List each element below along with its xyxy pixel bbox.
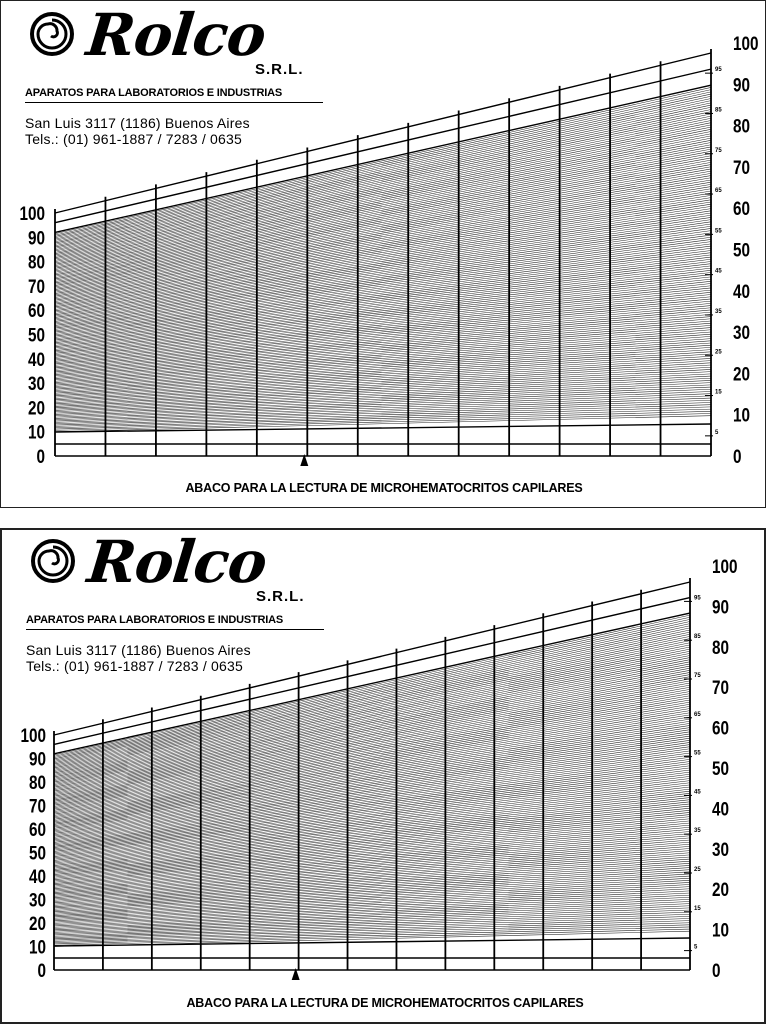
- right-minor-label: 75: [694, 673, 701, 679]
- left-scale-label: 40: [29, 867, 46, 888]
- left-scale-label: 60: [29, 820, 46, 841]
- right-minor-label: 35: [694, 828, 701, 835]
- right-scale-label: 10: [712, 920, 729, 942]
- right-scale-label: 20: [733, 364, 750, 386]
- left-scale-label: 60: [28, 301, 45, 323]
- abaco-card-top: [0, 0, 766, 508]
- abaco-card-bottom: [0, 528, 766, 1024]
- chart-caption: ABACO PARA LA LECTURA DE MICROHEMATOCRITOS CAPILARES: [185, 481, 583, 495]
- left-scale-label: 10: [28, 422, 45, 444]
- hatch-line: [54, 742, 690, 832]
- right-minor-label: 55: [694, 750, 701, 757]
- right-minor-label: 85: [694, 634, 701, 641]
- hatch-line: [54, 865, 690, 906]
- right-scale-label: 50: [733, 240, 750, 262]
- right-scale-label: 60: [733, 199, 750, 221]
- left-scale-label: 0: [36, 447, 45, 468]
- right-scale-label: 100: [712, 557, 738, 578]
- hatch-line: [55, 244, 711, 328]
- phones: Tels.: (01) 961-1887 / 7283 / 0635: [25, 131, 242, 147]
- brand-suffix: S.R.L.: [256, 588, 305, 605]
- left-scale-label: 0: [37, 961, 46, 982]
- hatch-line: [54, 793, 690, 863]
- hatch-line: [55, 295, 711, 359]
- hatch-line: [54, 692, 690, 802]
- hatch-line: [54, 641, 690, 771]
- right-scale-label: 80: [712, 637, 729, 659]
- right-scale-label: 60: [712, 718, 729, 740]
- right-minor-label: 95: [715, 67, 722, 74]
- hatch-line: [55, 369, 711, 403]
- right-minor-label: 45: [694, 789, 701, 796]
- right-scale-label: 0: [733, 447, 742, 468]
- hatch-line: [55, 400, 711, 422]
- base-line: [54, 938, 690, 946]
- hatch-line: [55, 275, 711, 347]
- left-scale-label: 30: [28, 374, 45, 396]
- hatch-line: [55, 376, 711, 408]
- right-scale-label: 40: [712, 799, 729, 821]
- left-scale-label: 90: [28, 228, 45, 250]
- left-scale-label: 20: [28, 398, 45, 420]
- right-scale-label: 50: [712, 759, 729, 780]
- right-scale-label: 70: [712, 678, 729, 700]
- right-scale-label: 30: [733, 323, 750, 345]
- hatch-line: [54, 670, 690, 788]
- right-minor-label: 45: [715, 268, 722, 275]
- right-scale-label: 0: [712, 961, 721, 982]
- hatch-line: [55, 411, 711, 429]
- right-scale-label: 70: [733, 157, 750, 179]
- left-scale-label: 70: [28, 276, 45, 298]
- hatch-line: [54, 764, 690, 845]
- hatch-line: [55, 332, 711, 381]
- left-scale-label: 100: [19, 204, 45, 225]
- left-scale-label: 20: [29, 914, 46, 935]
- abaco-chart: [2, 530, 768, 1026]
- hatch-line: [54, 647, 690, 774]
- left-scale-label: 70: [29, 796, 46, 818]
- hatch-line: [55, 281, 711, 350]
- left-scale-label: 50: [28, 325, 45, 347]
- hatch-line: [54, 643, 690, 772]
- address: San Luis 3117 (1186) Buenos Aires: [25, 115, 250, 131]
- right-minor-label: 75: [715, 147, 722, 154]
- brand-name: Rolco: [84, 528, 270, 596]
- hatch-line: [54, 902, 690, 929]
- left-scale-label: 40: [28, 349, 45, 371]
- right-minor-label: 5: [715, 429, 719, 436]
- brand-suffix: S.R.L.: [255, 61, 304, 78]
- address: San Luis 3117 (1186) Buenos Aires: [26, 642, 251, 658]
- hatch-line: [55, 169, 711, 283]
- right-minor-label: 95: [694, 595, 701, 602]
- hatch-line: [54, 634, 690, 766]
- left-scale-label: 10: [29, 937, 46, 959]
- hatch-line: [54, 655, 690, 779]
- hatch-line: [54, 658, 690, 781]
- hatch-line: [54, 664, 690, 785]
- hatch-line: [54, 679, 690, 794]
- right-minor-label: 85: [715, 107, 722, 114]
- hatch-line: [55, 167, 711, 282]
- tagline: APARATOS PARA LABORATORIOS E INDUSTRIAS: [25, 87, 323, 103]
- hatch-line: [55, 109, 711, 247]
- hatch-line: [54, 728, 690, 824]
- right-scale-label: 80: [733, 116, 750, 138]
- hatch-line: [55, 118, 711, 252]
- right-minor-label: 25: [694, 867, 701, 873]
- hatch-line: [55, 156, 711, 275]
- right-minor-label: 65: [694, 711, 701, 718]
- right-minor-label: 5: [694, 944, 698, 951]
- abaco-chart: [1, 1, 767, 509]
- tagline: APARATOS PARA LABORATORIOS E INDUSTRIAS: [26, 614, 324, 630]
- hatch-line: [54, 815, 690, 876]
- hatch-line: [55, 347, 711, 390]
- hatch-line: [55, 301, 711, 362]
- hatch-line: [55, 90, 711, 235]
- hatch-line: [55, 147, 711, 270]
- right-scale-label: 10: [733, 405, 750, 427]
- right-scale-label: 40: [733, 281, 750, 303]
- right-minor-label: 65: [715, 188, 722, 195]
- phones: Tels.: (01) 961-1887 / 7283 / 0635: [26, 658, 243, 674]
- hatch-line: [55, 92, 711, 237]
- left-scale-label: 80: [28, 252, 45, 274]
- brand-name: Rolco: [83, 1, 269, 69]
- hatch-line: [55, 94, 711, 238]
- hatch-line: [54, 689, 690, 800]
- hatch-line: [55, 154, 711, 274]
- hatch-line: [54, 617, 690, 756]
- left-scale-label: 50: [29, 843, 46, 865]
- hatch-line: [54, 880, 690, 915]
- hatch-line: [55, 132, 711, 261]
- right-minor-label: 15: [694, 905, 701, 912]
- hatch-line: [55, 206, 711, 305]
- chart-caption: ABACO PARA LA LECTURA DE MICROHEMATOCRITOS CAPILARES: [186, 996, 584, 1010]
- hatch-line: [54, 628, 690, 763]
- hatch-line: [55, 103, 711, 243]
- hatch-line: [55, 134, 711, 262]
- hatch-line: [54, 800, 690, 867]
- hatch-line: [54, 851, 690, 898]
- hatch-line: [55, 116, 711, 251]
- hatch-line: [55, 259, 711, 337]
- hatch-line: [55, 107, 711, 245]
- hatch-line: [55, 198, 711, 301]
- right-scale-label: 30: [712, 839, 729, 861]
- left-scale-label: 100: [20, 726, 46, 747]
- right-scale-label: 90: [712, 597, 729, 619]
- right-scale-label: 100: [733, 34, 759, 55]
- left-scale-label: 90: [29, 749, 46, 771]
- hatch-line: [54, 632, 690, 765]
- right-minor-label: 15: [715, 389, 722, 396]
- right-minor-label: 35: [715, 308, 722, 315]
- hatch-line: [54, 916, 690, 937]
- hatch-line: [55, 222, 711, 315]
- right-scale-label: 20: [712, 880, 729, 902]
- hatch-line: [55, 312, 711, 369]
- hatch-line: [54, 619, 690, 757]
- hatch-line: [54, 844, 690, 894]
- hatch-line: [54, 778, 690, 854]
- hatch-line: [55, 385, 711, 413]
- left-scale-label: 80: [29, 773, 46, 794]
- hatch-line: [54, 677, 690, 793]
- hatch-line: [55, 334, 711, 382]
- hatch-line: [54, 829, 690, 884]
- right-minor-label: 25: [715, 349, 722, 356]
- left-scale-label: 30: [29, 890, 46, 912]
- right-scale-label: 90: [733, 75, 750, 97]
- right-minor-label: 55: [715, 228, 722, 235]
- hatch-line: [55, 286, 711, 354]
- hatch-line: [55, 200, 711, 302]
